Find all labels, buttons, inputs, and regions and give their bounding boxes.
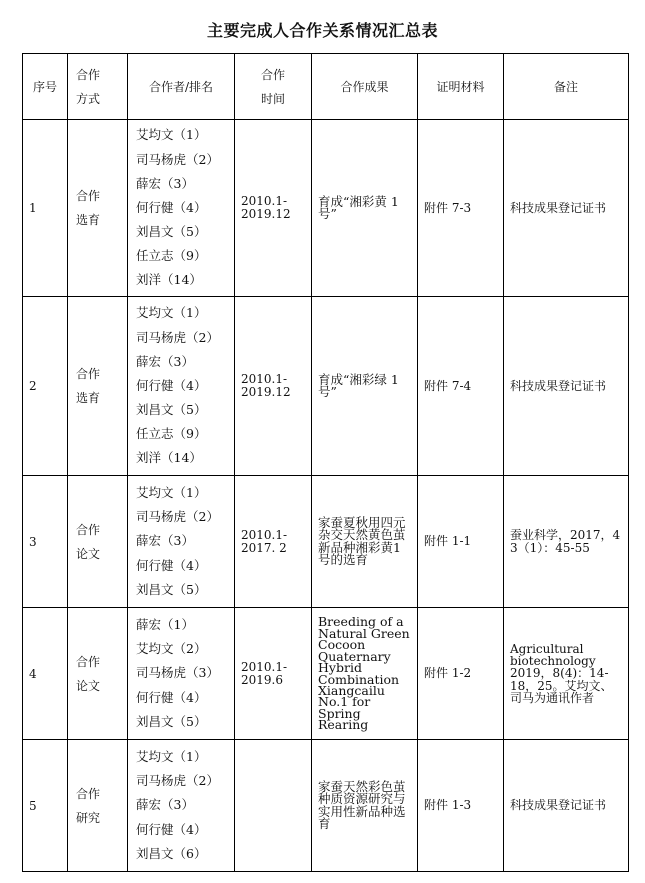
row-note: 科技成果登记证书: [504, 740, 629, 872]
row-time: 2010.1-2017. 2: [235, 476, 312, 608]
partner-name: 薛宏（3）: [136, 533, 194, 549]
partner-name: 刘昌文（5）: [136, 581, 207, 597]
partner-name: 薛宏（1）: [136, 617, 194, 633]
row-mode-line1: 合作: [76, 189, 101, 203]
table-row: [23, 740, 629, 872]
partner-name: 任立志（9）: [136, 248, 207, 264]
row-mode-line2: 论文: [76, 546, 101, 561]
header-mode-line2: 方式: [76, 91, 101, 106]
partner-name: 任立志（9）: [136, 426, 207, 442]
partner-name: 何行健（4）: [136, 557, 207, 573]
partner-name: 薛宏（3）: [136, 353, 194, 369]
row-mode-line1: 合作: [76, 367, 101, 381]
header-proof: 证明材料: [418, 54, 504, 120]
partner-name: 薛宏（3）: [136, 175, 194, 191]
partner-name: 艾均文（1）: [136, 485, 207, 501]
row-partners: [128, 120, 235, 297]
partner-name: 刘昌文（6）: [136, 845, 207, 861]
partner-name: 艾均文（1）: [136, 127, 207, 143]
partner-name: 刘昌文（5）: [136, 224, 207, 240]
partner-name: 刘洋（14）: [136, 272, 202, 288]
row-partners: [128, 297, 235, 476]
row-result: 家蚕天然彩色茧种质资源研究与实用性新品种选育: [312, 740, 418, 872]
partner-name: 艾均文（2）: [136, 641, 207, 657]
header-no: 序号: [23, 54, 68, 120]
row-note: 蚕业科学，2017，43（1）：45-55: [504, 476, 629, 608]
row-mode-line2: 研究: [76, 810, 101, 825]
row-time: 2010.1-2019.12: [235, 297, 312, 476]
header-time-line1: 合作: [260, 67, 285, 82]
partner-name: 何行健（4）: [136, 689, 207, 705]
row-partners: [128, 476, 235, 608]
row-no: 5: [23, 740, 68, 872]
row-mode-line2: 选育: [76, 213, 101, 227]
row-note: 科技成果登记证书: [504, 120, 629, 297]
row-mode: [68, 476, 128, 608]
row-time: 2010.1-2019.6: [235, 608, 312, 740]
table-row: [23, 476, 629, 608]
row-partners: [128, 608, 235, 740]
partner-name: 艾均文（1）: [136, 749, 207, 765]
row-time: 2010.1-2019.12: [235, 120, 312, 297]
row-note: 科技成果登记证书: [504, 297, 629, 476]
header-time: [235, 54, 312, 120]
row-proof: 附件 1-2: [418, 608, 504, 740]
row-note: Agricultural biotechnology 2019，8(4)：14-18，25。艾均文、司马为通讯作者: [504, 608, 629, 740]
row-result: 育成“湘彩黄 1 号”: [312, 120, 418, 297]
partner-name: 薛宏（3）: [136, 797, 194, 813]
row-mode-line2: 选育: [76, 391, 101, 405]
row-proof: 附件 1-1: [418, 476, 504, 608]
partner-name: 刘昌文（5）: [136, 402, 207, 418]
row-result: 家蚕夏秋用四元杂交天然黄色茧新品种湘彩黄1号的选育: [312, 476, 418, 608]
row-no: 1: [23, 120, 68, 297]
table-title: 主要完成人合作关系情况汇总表: [206, 21, 438, 40]
partner-name: 何行健（4）: [136, 377, 207, 393]
row-mode-line1: 合作: [76, 654, 101, 669]
row-mode: [68, 297, 128, 476]
partner-name: 何行健（4）: [136, 821, 207, 837]
table-row: [23, 297, 629, 476]
partner-name: 司马杨虎（2）: [136, 773, 219, 789]
header-row: [23, 54, 629, 120]
row-proof: 附件 7-3: [418, 120, 504, 297]
row-partners: [128, 740, 235, 872]
row-proof: 附件 1-3: [418, 740, 504, 872]
partner-name: 司马杨虎（2）: [136, 509, 219, 525]
header-partner: 合作者/排名: [128, 54, 235, 120]
row-proof: 附件 7-4: [418, 297, 504, 476]
cooperation-summary-table: [22, 53, 629, 872]
partner-name: 刘洋（14）: [136, 450, 202, 466]
row-mode: [68, 608, 128, 740]
row-mode-line1: 合作: [76, 522, 101, 537]
header-time-line2: 时间: [260, 91, 285, 106]
partner-name: 艾均文（1）: [136, 305, 207, 321]
row-no: 4: [23, 608, 68, 740]
table-row: [23, 608, 629, 740]
header-result: 合作成果: [312, 54, 418, 120]
row-mode: [68, 740, 128, 872]
row-mode: [68, 120, 128, 297]
header-mode-line1: 合作: [76, 67, 101, 82]
header-mode: [68, 54, 128, 120]
row-time: [235, 740, 312, 872]
row-mode-line2: 论文: [76, 678, 101, 693]
row-no: 2: [23, 297, 68, 476]
table-row: [23, 120, 629, 297]
partner-name: 司马杨虎（2）: [136, 329, 219, 345]
header-note: 备注: [504, 54, 629, 120]
partner-name: 刘昌文（5）: [136, 713, 207, 729]
row-no: 3: [23, 476, 68, 608]
partner-name: 司马杨虎（2）: [136, 151, 219, 167]
partner-name: 何行健（4）: [136, 199, 207, 215]
row-result: Breeding of a Natural Green Cocoon Quaternary Hybrid Combination Xiangcailu No.1 for Spring Rearing: [312, 608, 418, 740]
row-mode-line1: 合作: [76, 786, 101, 801]
row-result: 育成“湘彩绿 1 号”: [312, 297, 418, 476]
partner-name: 司马杨虎（3）: [136, 665, 219, 681]
